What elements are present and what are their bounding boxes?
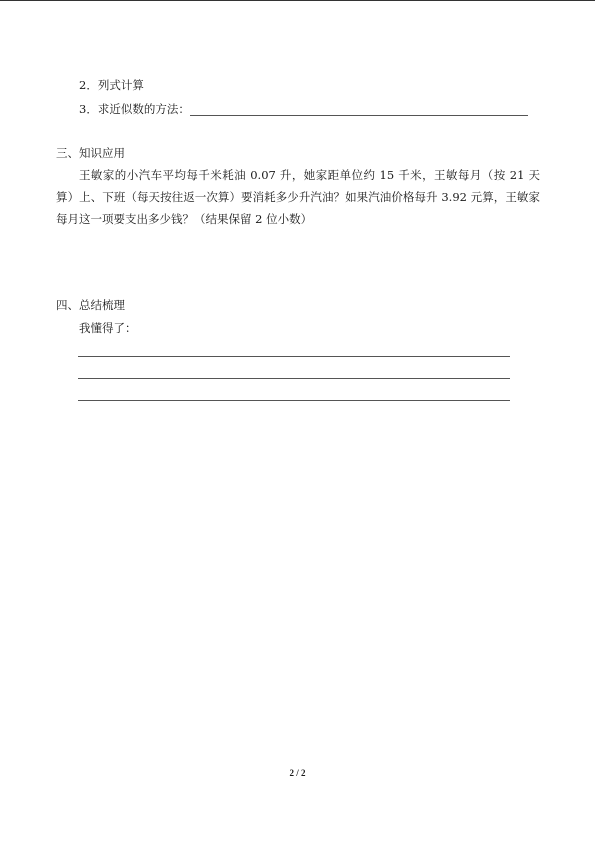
section-4-heading: 四、总结梳理 xyxy=(56,298,125,312)
application-problem-text: 王敏家的小汽车平均每千米耗油 0.07 升，她家距单位约 15 千米，王敏每月（按 21 天算）上、下班（每天按往返一次算）要消耗多少升汽油？如果汽油价格每升 3.92 元算，王敏家每月这一项要支出多少钱？（结果保留 2 位小数） xyxy=(56,168,540,226)
item-list-calculation: 2．列式计算 xyxy=(79,78,144,92)
approximation-method-answer-line[interactable] xyxy=(190,115,528,116)
summary-answer-line-1[interactable] xyxy=(78,356,510,357)
page-top-border xyxy=(0,0,595,1)
item-approximation-method: 3．求近似数的方法： xyxy=(79,102,190,116)
page-number: 2 / 2 xyxy=(289,768,306,778)
summary-answer-line-3[interactable] xyxy=(78,400,510,401)
section-3-heading: 三、知识应用 xyxy=(56,146,125,160)
summary-answer-line-2[interactable] xyxy=(78,378,510,379)
summary-prompt: 我懂得了： xyxy=(79,321,137,335)
